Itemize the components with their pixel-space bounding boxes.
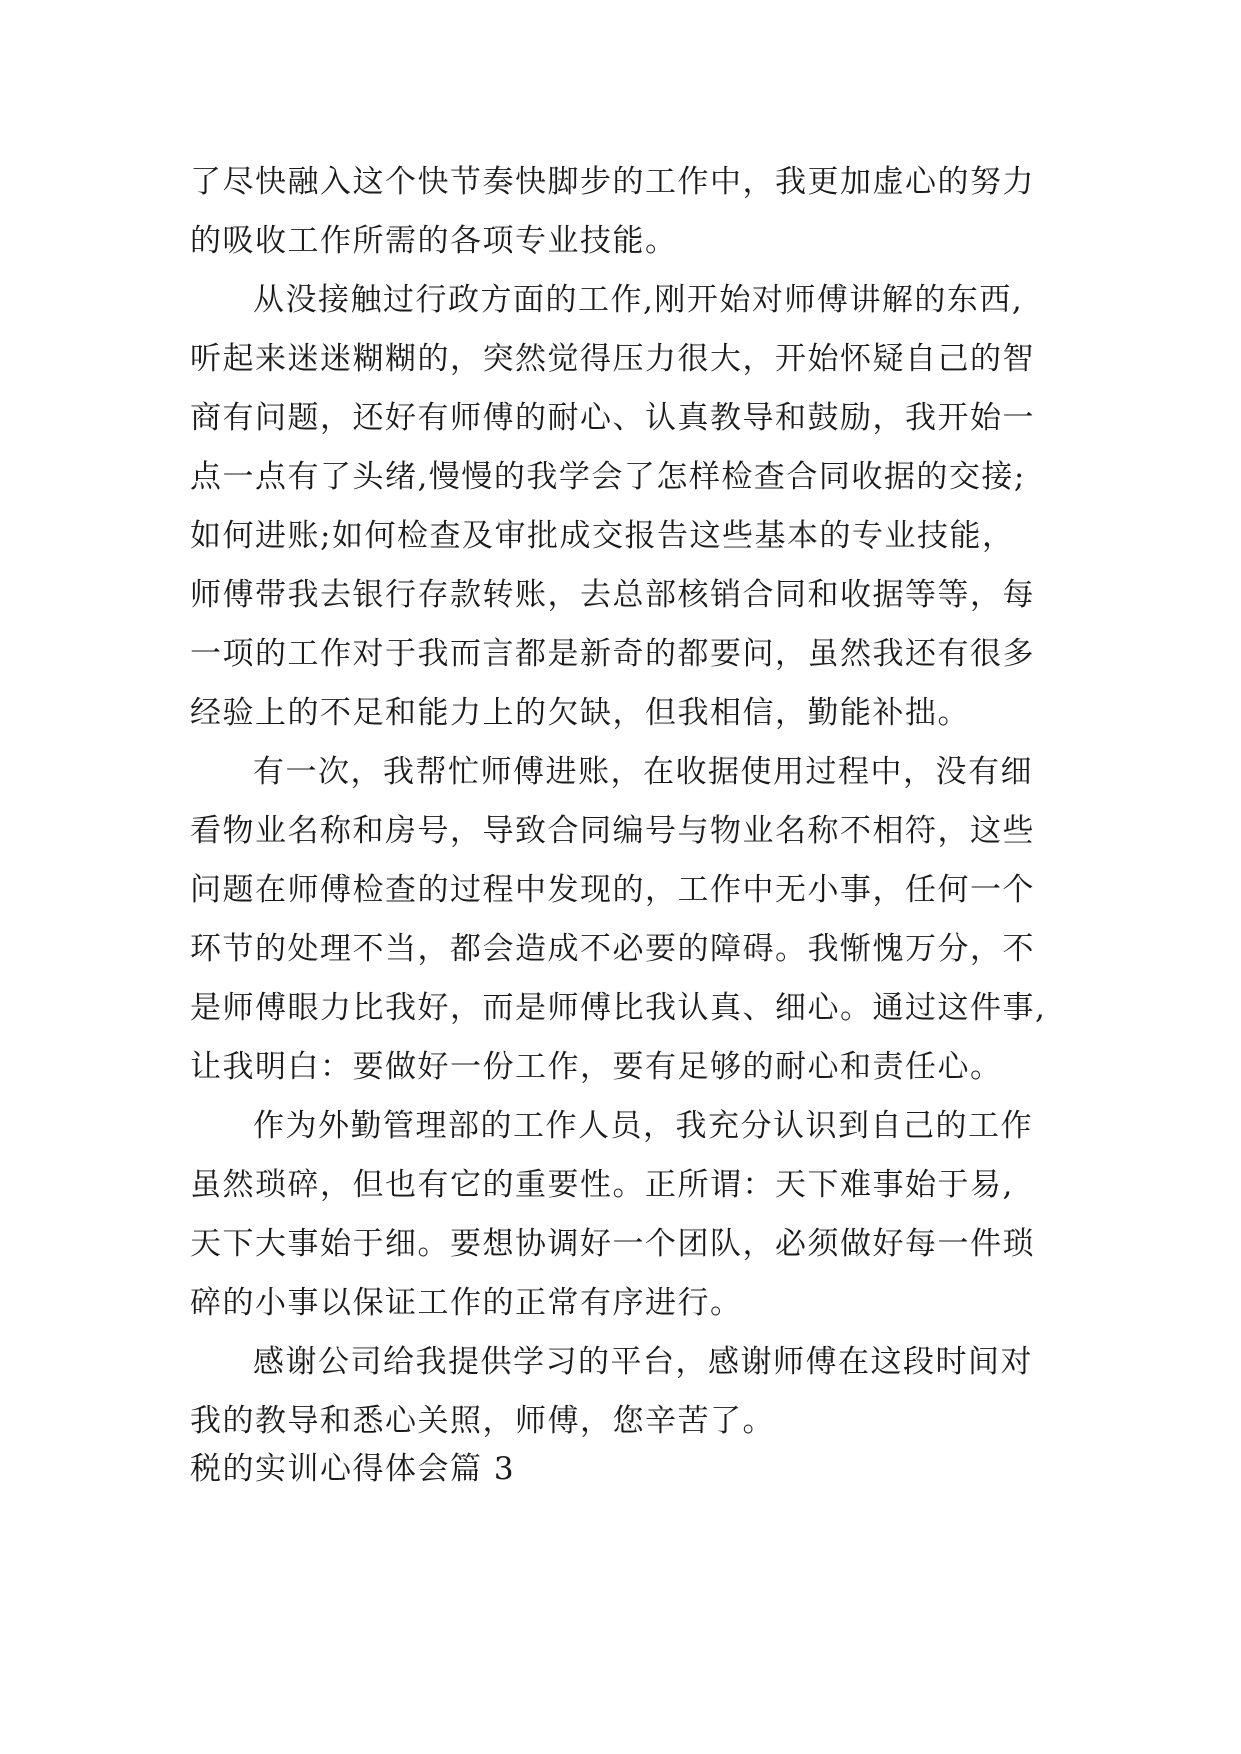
paragraph	[190, 271, 1090, 743]
paragraph	[190, 743, 1090, 1097]
text-line: 经验上的不足和能力上的欠缺，但我相信，勤能补拙。	[190, 695, 970, 731]
text-line: 一项的工作对于我而言都是新奇的都要问，虽然我还有很多	[190, 636, 1035, 672]
text-line: 了尽快融入这个快节奏快脚步的工作中，我更加虚心的努力	[190, 164, 1035, 200]
text-line: 有一次，我帮忙师傅进账，在收据使用过程中，没有细	[253, 754, 1033, 790]
text-line: 天下大事始于细。要想协调好一个团队，必须做好每一件琐	[190, 1226, 1035, 1262]
text-line: 从没接触过行政方面的工作,刚开始对师傅讲解的东西,	[253, 282, 1024, 318]
text-line: 让我明白：要做好一份工作，要有足够的耐心和责任心。	[190, 1049, 1003, 1085]
text-line: 碎的小事以保证工作的正常有序进行。	[190, 1285, 743, 1321]
section-heading: 税的实训心得体会篇 3	[190, 1451, 516, 1487]
text-line: 环节的处理不当，都会造成不必要的障碍。我惭愧万分，不	[190, 931, 1035, 967]
text-line: 是师傅眼力比我好，而是师傅比我认真、细心。通过这件事,	[190, 990, 1047, 1026]
paragraph	[190, 153, 1090, 271]
text-line: 感谢公司给我提供学习的平台，感谢师傅在这段时间对	[253, 1344, 1033, 1380]
text-line: 商有问题，还好有师傅的耐心、认真教导和鼓励，我开始一	[190, 400, 1035, 436]
paragraph	[190, 1097, 1090, 1333]
text-line: 点一点有了头绪,慢慢的我学会了怎样检查合同收据的交接;	[190, 459, 1026, 495]
text-line: 听起来迷迷糊糊的，突然觉得压力很大，开始怀疑自己的智	[190, 341, 1035, 377]
body-text	[190, 153, 1090, 1451]
text-line: 问题在师傅检查的过程中发现的，工作中无小事，任何一个	[190, 872, 1035, 908]
text-line: 作为外勤管理部的工作人员，我充分认识到自己的工作	[253, 1108, 1033, 1144]
text-line: 我的教导和悉心关照，师傅，您辛苦了。	[190, 1403, 775, 1439]
text-line: 如何进账;如何检查及审批成交报告这些基本的专业技能，	[190, 518, 1015, 554]
text-line: 师傅带我去银行存款转账，去总部核销合同和收据等等，每	[190, 577, 1035, 613]
text-line: 虽然琐碎，但也有它的重要性。正所谓：天下难事始于易,	[190, 1167, 1014, 1203]
text-line: 的吸收工作所需的各项专业技能。	[190, 223, 678, 259]
paragraph	[190, 1333, 1090, 1451]
text-line: 看物业名称和房号，导致合同编号与物业名称不相符，这些	[190, 813, 1035, 849]
